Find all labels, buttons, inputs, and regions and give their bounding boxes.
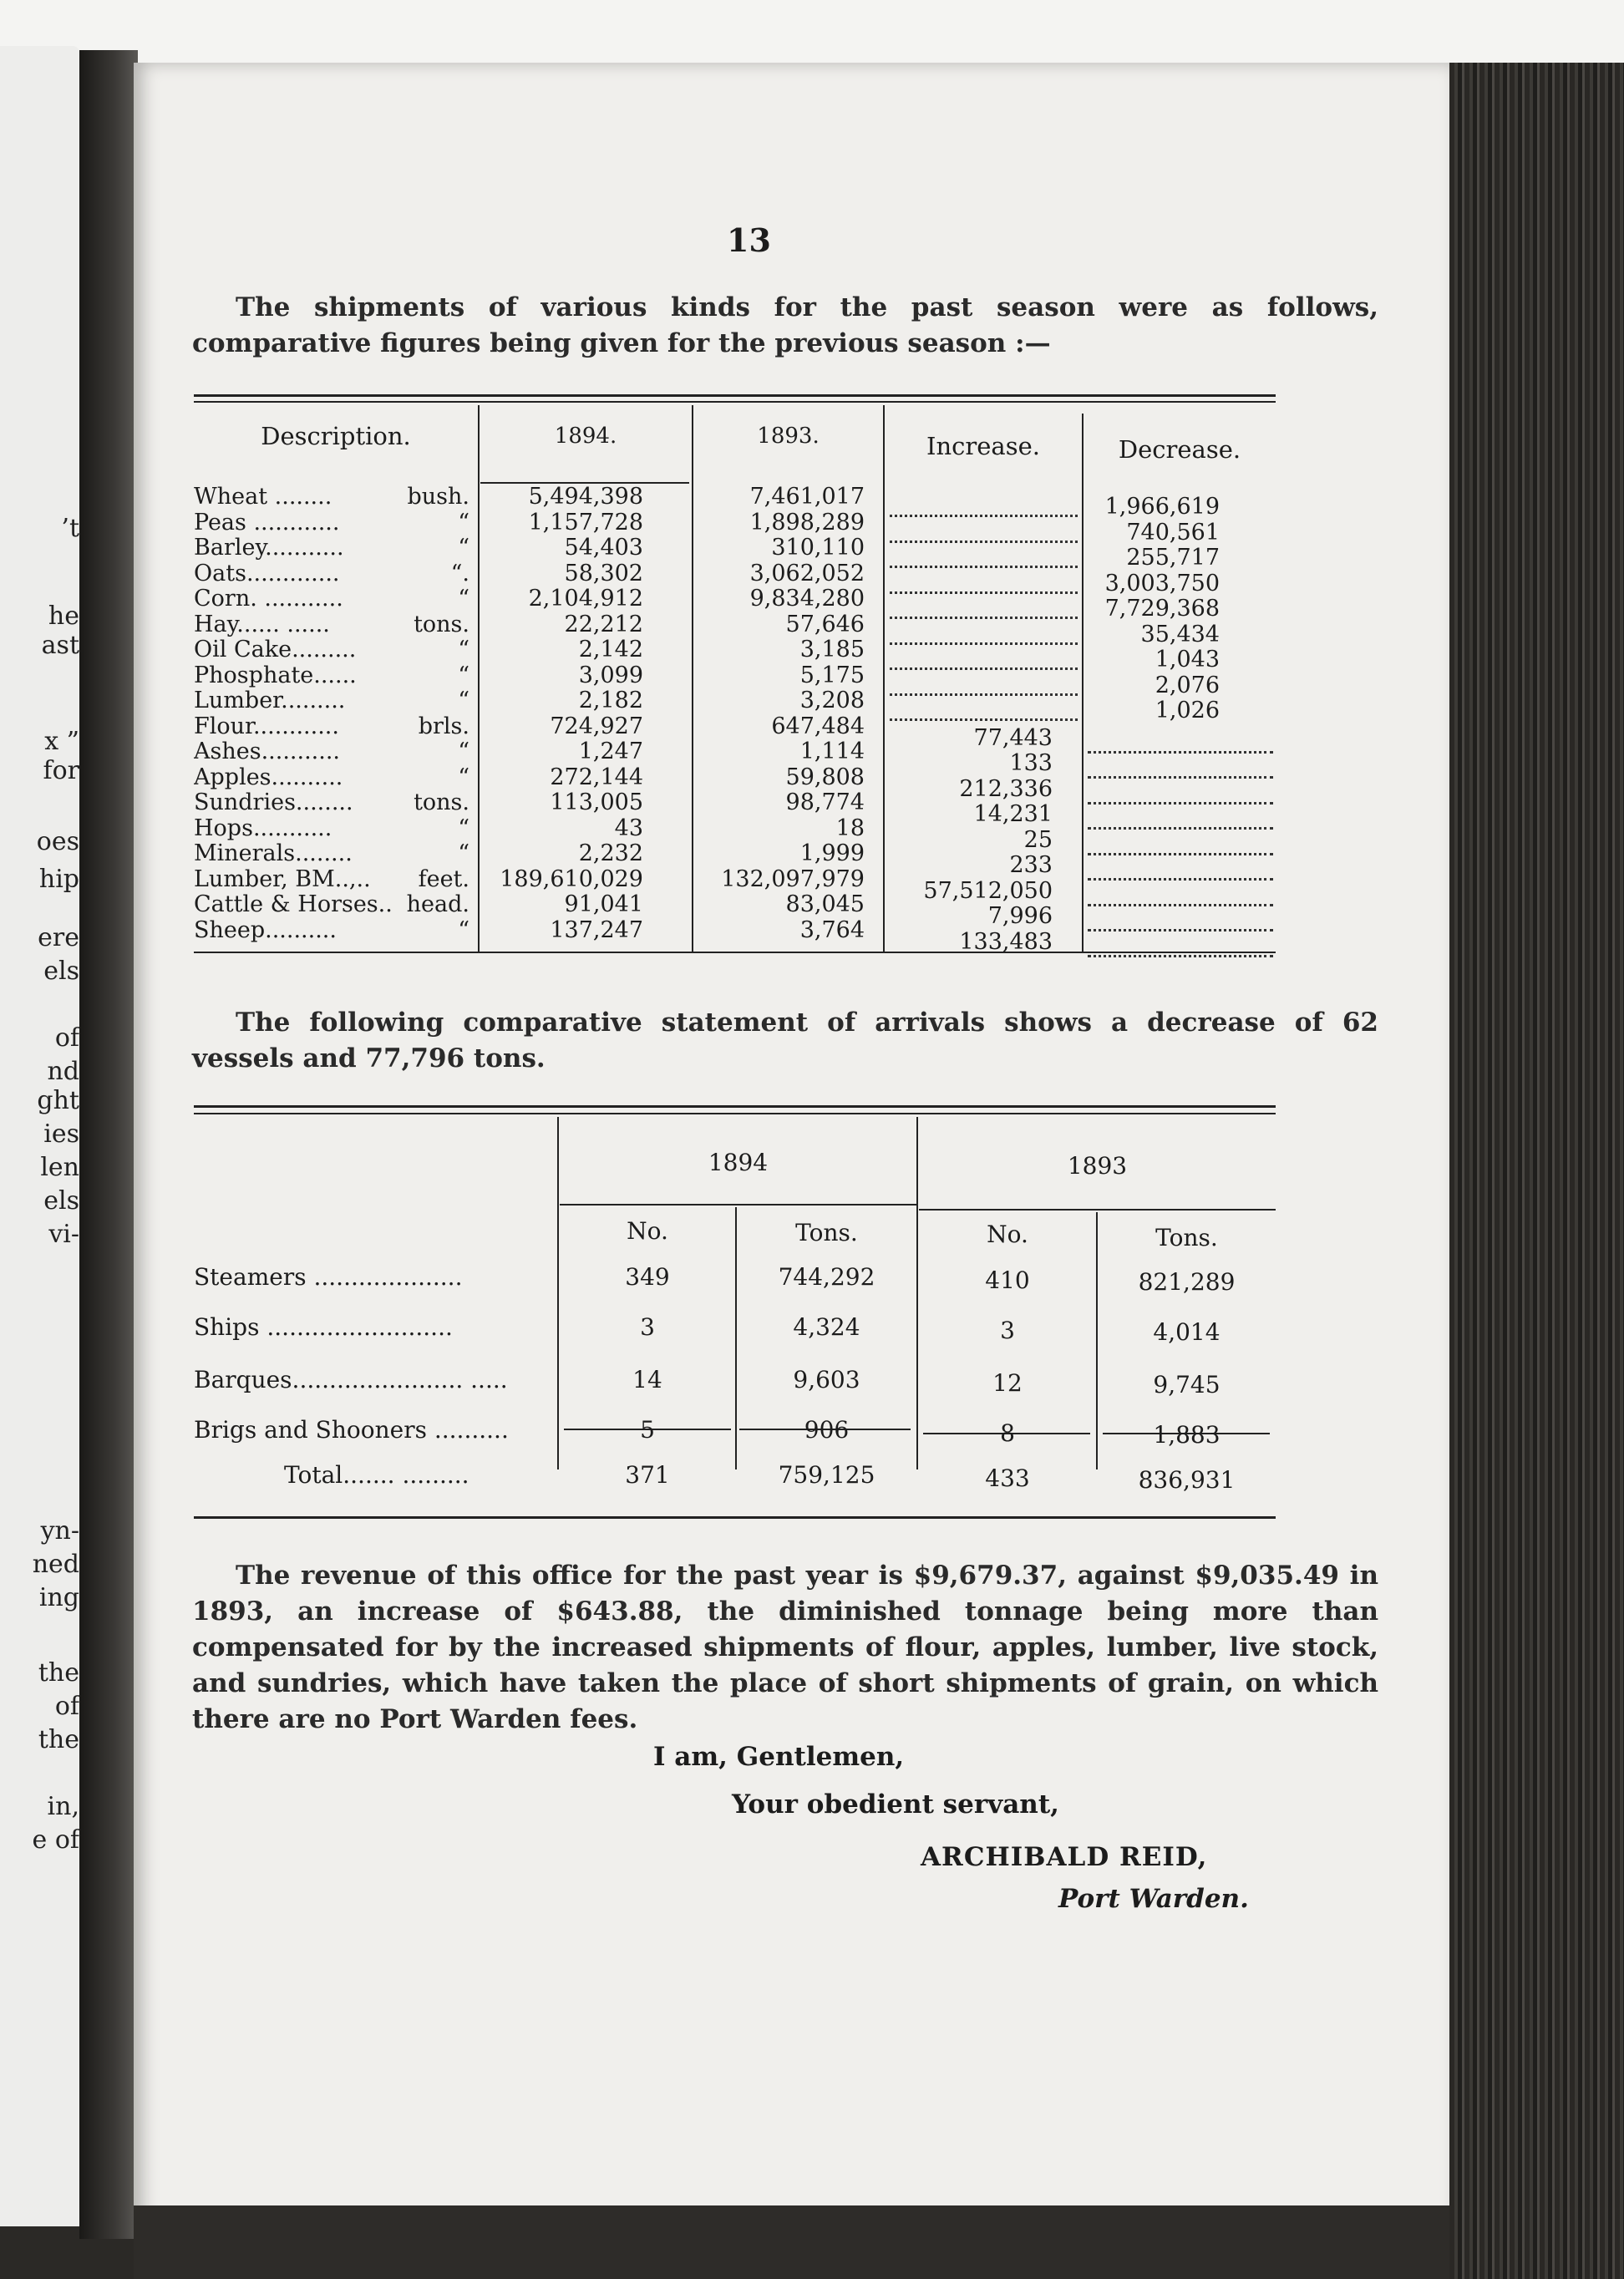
row-unit: “ (458, 535, 469, 561)
row-description (194, 917, 469, 943)
revenue-paragraph (192, 1558, 1378, 1738)
dotted-leader (890, 515, 1078, 543)
cell-decrease: 7,729,368 (1104, 596, 1220, 622)
arrivals-paragraph (192, 1005, 1378, 1077)
salutation: I am, Gentlemen, (653, 1742, 905, 1772)
arrivals-cell-no1894: 349 (625, 1263, 670, 1291)
dotted-leader (890, 489, 1078, 517)
cell-1893: 98,774 (785, 789, 865, 815)
row-unit: “ (458, 586, 469, 612)
row-unit: “ (458, 662, 469, 688)
row-description (194, 535, 469, 561)
dotted-leader (890, 540, 1078, 568)
cell-decrease: 1,043 (1155, 647, 1220, 673)
revenue-text: The revenue of this office for the past year is $9,679.37, against $9,035.49 in 1893, an increase of $643.88, the diminished tonnage being more than compensated for by the increased shipments of flour, apples, lumber, live stock, and sundries, which have taken the place of short shipments of grain, on which there are no Port Warden fees. (192, 1561, 1378, 1734)
col-divider (557, 1117, 559, 1469)
left-page-fragment: the (38, 1725, 79, 1754)
dotted-leader (890, 617, 1078, 645)
cell-1893: 57,646 (785, 611, 865, 637)
arrivals-cell-no1893: 8 (1000, 1419, 1015, 1447)
arrivals-cell-tons1893: 4,014 (1153, 1318, 1221, 1346)
row-name: Sundries........ (194, 789, 353, 815)
row-description (194, 484, 469, 510)
col-divider (478, 405, 480, 952)
cell-1894: 724,927 (550, 713, 643, 739)
cell-increase: 25 (1023, 826, 1053, 853)
sub-header-no-1893: No. (987, 1221, 1028, 1248)
row-unit: “ (458, 739, 469, 764)
total-label: Total....... ......... (284, 1461, 469, 1489)
cell-1894: 189,610,029 (500, 865, 643, 892)
cell-1894: 2,104,912 (528, 586, 643, 612)
cell-1893: 3,208 (799, 688, 865, 713)
cell-1893: 1,114 (799, 739, 865, 764)
sub-header-tons-1894: Tons. (795, 1219, 858, 1246)
row-name: Oil Cake......... (194, 637, 357, 662)
left-page-fragment: of (54, 1023, 79, 1053)
left-page-fragment: nd (47, 1057, 79, 1086)
row-name: Hops........... (194, 815, 332, 841)
arrivals-cell-tons1894: 906 (804, 1416, 850, 1444)
cell-1894: 2,232 (578, 840, 643, 866)
row-name: Barley........... (194, 535, 344, 561)
col-divider (916, 1117, 918, 1469)
row-unit: tons. (414, 611, 469, 637)
left-page-fragment: els (43, 957, 79, 986)
cell-increase: 7,996 (987, 903, 1053, 929)
row-unit: “ (458, 637, 469, 662)
row-unit: “ (458, 815, 469, 841)
dotted-leader (1088, 750, 1273, 779)
row-description (194, 586, 469, 612)
vessel-type-label: Barques....................... ..... (194, 1366, 508, 1393)
col-header-1893: 1893. (757, 424, 820, 449)
table-top-rule (194, 394, 1276, 397)
arrivals-cell-tons1893: 836,931 (1138, 1466, 1236, 1494)
left-page-fragment: for (43, 756, 79, 785)
cell-increase: 212,336 (959, 775, 1053, 802)
col-divider (1082, 414, 1084, 952)
arrivals-text: The following comparative statement of arrivals shows a decrease of 62 vessels and 77,796 tons. (192, 1008, 1378, 1074)
cell-1893: 83,045 (785, 891, 865, 917)
arrivals-cell-no1894: 5 (640, 1416, 655, 1444)
dotted-leader (890, 667, 1078, 696)
cell-1893: 18 (835, 815, 865, 841)
row-unit: “ (458, 509, 469, 535)
cell-1893: 3,764 (799, 916, 865, 943)
table-top-rule-2 (194, 401, 1276, 403)
row-unit: “ (458, 688, 469, 713)
left-page-fragment: len (40, 1153, 79, 1182)
cell-1894: 1,247 (578, 739, 643, 764)
left-page-fragment: ’t (61, 514, 79, 543)
dotted-leader (1088, 929, 1273, 957)
row-name: Sheep.......... (194, 916, 337, 943)
servant-line: Your obedient servant, (732, 1789, 1059, 1820)
left-page-fragment: ere (38, 923, 79, 952)
intro-text: The shipments of various kinds for the past season were as follows, comparative figures being given for the previous season :— (192, 292, 1378, 358)
cell-decrease: 255,717 (1126, 545, 1220, 571)
arrivals-bottom-rule (194, 1516, 1276, 1519)
left-page-fragment: oes (36, 827, 79, 856)
cell-1893: 59,808 (785, 764, 865, 790)
page-stack-edge (1449, 63, 1624, 2279)
col-header-decrease: Decrease. (1118, 435, 1241, 464)
left-page-fragment: he (48, 601, 79, 631)
row-unit: tons. (414, 789, 469, 815)
signatory-title: Port Warden. (1058, 1884, 1249, 1914)
row-description (194, 764, 469, 790)
cell-1893: 7,461,017 (749, 484, 865, 510)
row-name: Hay...... ...... (194, 611, 330, 637)
cell-1894: 113,005 (550, 789, 643, 815)
row-description (194, 662, 469, 688)
row-unit: bush. (407, 484, 469, 510)
cell-1893: 1,999 (799, 840, 865, 866)
col-header-increase: Increase. (926, 432, 1040, 460)
row-description (194, 866, 469, 892)
row-description (194, 637, 469, 662)
left-page-fragment: ned (32, 1550, 79, 1579)
arrivals-cell-tons1893: 821,289 (1138, 1268, 1236, 1296)
arrivals-top-rule (194, 1105, 1276, 1108)
col-divider (883, 405, 885, 952)
arrivals-cell-no1893: 410 (985, 1266, 1030, 1294)
row-name: Flour............ (194, 713, 339, 739)
cell-increase: 133 (1009, 750, 1053, 776)
row-name: Oats............. (194, 560, 340, 586)
row-description (194, 891, 469, 917)
cell-1893: 3,062,052 (749, 560, 865, 586)
row-name: Wheat ........ (194, 484, 332, 510)
cell-1894: 91,041 (564, 891, 643, 917)
row-name: Corn. ........... (194, 586, 343, 612)
row-name: Phosphate...... (194, 662, 357, 688)
left-page-fragment: the (38, 1658, 79, 1688)
arrivals-top-rule-2 (194, 1113, 1276, 1114)
arrivals-cell-tons1893: 1,883 (1153, 1421, 1221, 1449)
left-page-fragment: hip (38, 865, 79, 894)
arrivals-cell-tons1894: 744,292 (778, 1263, 875, 1291)
dotted-leader (1088, 852, 1273, 881)
row-description (194, 510, 469, 535)
arrivals-cell-no1893: 3 (1000, 1317, 1015, 1344)
dotted-leader (890, 591, 1078, 619)
arrivals-cell-tons1894: 9,603 (793, 1366, 860, 1393)
dotted-leader (890, 693, 1078, 721)
row-description (194, 713, 469, 739)
intro-paragraph (192, 290, 1378, 362)
arrivals-cell-no1893: 433 (985, 1464, 1030, 1492)
bottom-shadow (134, 2205, 1449, 2279)
cell-1893: 9,834,280 (749, 586, 865, 612)
left-page-fragment: ing (38, 1583, 79, 1612)
arrivals-cell-no1893: 12 (992, 1369, 1023, 1397)
dotted-leader (1088, 725, 1273, 754)
left-page-fragment: of (54, 1692, 79, 1721)
dotted-leader (1088, 878, 1273, 906)
year-header-1894: 1894 (708, 1149, 769, 1176)
cell-1894: 137,247 (550, 916, 643, 943)
row-unit: “ (458, 840, 469, 866)
arrivals-cell-no1894: 3 (640, 1313, 655, 1341)
row-name: Apples.......... (194, 764, 343, 790)
cell-decrease: 35,434 (1140, 621, 1220, 647)
document-page (134, 63, 1449, 2226)
vessel-type-label: Ships ......................... (194, 1313, 453, 1341)
left-page-fragment: x ” (44, 727, 79, 756)
cell-increase: 133,483 (959, 928, 1053, 955)
cell-decrease: 1,966,619 (1104, 494, 1220, 520)
left-page-fragment: e of (32, 1825, 79, 1855)
left-page-edge (0, 46, 79, 2226)
row-unit: “ (458, 764, 469, 790)
row-name: Cattle & Horses.. (194, 891, 393, 917)
dotted-leader (890, 566, 1078, 594)
year-underline (560, 1204, 916, 1205)
left-page-fragment: ght (37, 1086, 79, 1115)
dotted-leader (1088, 827, 1273, 855)
cell-1893: 3,185 (799, 637, 865, 662)
year-underline (919, 1209, 1276, 1211)
col-header-1894: 1894. (554, 424, 617, 449)
row-description (194, 739, 469, 764)
row-name: Lumber......... (194, 688, 346, 713)
cell-1894: 2,142 (578, 637, 643, 662)
left-page-fragment: ast (41, 631, 79, 660)
cell-1894: 2,182 (578, 688, 643, 713)
cell-increase: 233 (1009, 852, 1053, 878)
cell-decrease: 740,561 (1126, 519, 1220, 546)
cell-decrease: 3,003,750 (1104, 570, 1220, 596)
row-unit: brls. (418, 713, 469, 739)
signatory-name: ARCHIBALD REID, (921, 1842, 1208, 1872)
row-name: Lumber, BM..,.. (194, 865, 371, 892)
row-unit: feet. (418, 865, 469, 892)
arrivals-cell-tons1893: 9,745 (1153, 1371, 1221, 1398)
cell-1894: 3,099 (578, 662, 643, 688)
row-unit: “. (450, 560, 469, 586)
col-divider (692, 405, 693, 952)
arrivals-cell-no1894: 371 (625, 1461, 670, 1489)
cell-increase: 57,512,050 (923, 877, 1053, 904)
left-page-fragment: els (43, 1186, 79, 1216)
left-page-fragment: vi- (48, 1220, 79, 1249)
cell-decrease: 2,076 (1155, 672, 1220, 698)
row-name: Minerals........ (194, 840, 353, 866)
row-description (194, 561, 469, 586)
cell-1893: 1,898,289 (749, 509, 865, 535)
dotted-leader (1088, 801, 1273, 830)
vessel-type-label: Brigs and Shooners .......... (194, 1416, 509, 1444)
row-description (194, 688, 469, 713)
arrivals-cell-no1894: 14 (632, 1366, 662, 1393)
dotted-leader (1088, 903, 1273, 931)
row-description (194, 612, 469, 637)
row-description (194, 815, 469, 841)
row-unit: “ (458, 916, 469, 943)
cell-1894: 58,302 (564, 560, 643, 586)
book-gutter (79, 50, 138, 2239)
cell-1893: 647,484 (771, 713, 865, 739)
arrivals-cell-tons1894: 759,125 (778, 1461, 875, 1489)
dotted-leader (890, 642, 1078, 670)
cell-1894: 5,494,398 (528, 484, 643, 510)
left-page-fragment: yn- (40, 1516, 79, 1546)
cell-1894: 1,157,728 (528, 509, 643, 535)
dotted-leader (1088, 776, 1273, 805)
left-page-fragment: ies (43, 1119, 79, 1149)
top-margin (0, 0, 1624, 63)
page-number: 13 (727, 221, 771, 259)
cell-1894: 272,144 (550, 764, 643, 790)
cell-decrease: 1,026 (1155, 698, 1220, 723)
cell-1894: 22,212 (564, 611, 643, 637)
cell-1894: 43 (614, 815, 643, 841)
cell-1893: 310,110 (771, 535, 865, 561)
col-header-description: Description. (261, 422, 411, 450)
row-description (194, 789, 469, 815)
row-name: Peas ............ (194, 509, 340, 535)
arrivals-cell-tons1894: 4,324 (793, 1313, 860, 1341)
year-header-1893: 1893 (1067, 1152, 1128, 1180)
cell-increase: 14,231 (973, 801, 1053, 827)
cell-increase: 77,443 (973, 724, 1053, 751)
left-page-fragment: in, (47, 1792, 79, 1821)
sub-header-tons-1893: Tons. (1155, 1224, 1218, 1251)
vessel-type-label: Steamers .................... (194, 1263, 463, 1291)
sub-header-no-1894: No. (627, 1217, 668, 1245)
cell-1893: 132,097,979 (721, 865, 865, 892)
row-description (194, 840, 469, 866)
cell-1893: 5,175 (799, 662, 865, 688)
cell-1894: 54,403 (564, 535, 643, 561)
row-unit: head. (406, 891, 469, 917)
row-name: Ashes........... (194, 739, 340, 764)
